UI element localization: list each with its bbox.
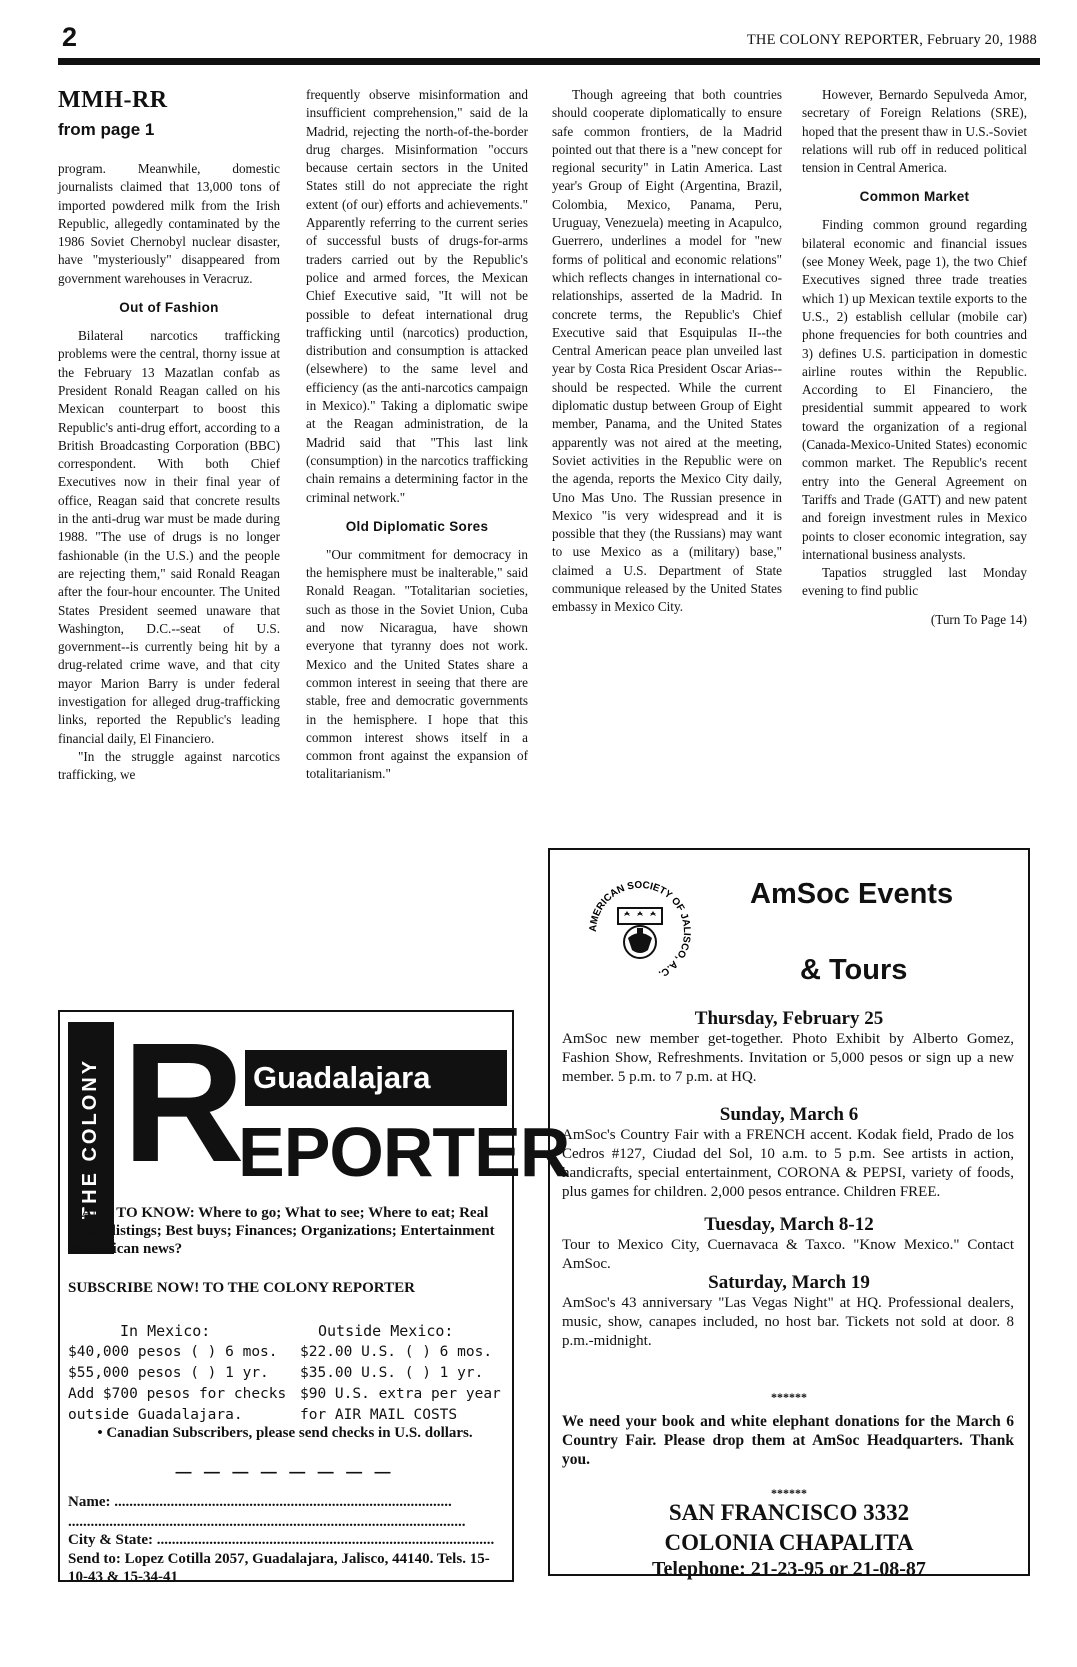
send-to-address: Send to: Lopez Cotilla 2057, Guadalajara, Jalisco, 44140. Tels. 15-10-43 & 15-34-41 [68,1551,490,1585]
event-description: AmSoc's Country Fair with a FRENCH accent. Kodak field, Prado de los Cedros #127, Ciudad del Sol, 10 a.m. to 5 p.m. See artists in action, handicrafts, special entertainment, CORONA & PEPSI, variety of foods, plus games for children. 2,000 pesos entrance. Children FREE. [562,1127,1014,1200]
section-heading: Common Market [859,189,970,205]
vertical-brand-text: THE COLONY [79,1057,102,1219]
event-date: Tuesday, March 8-12 [704,1214,874,1235]
article-subhead: from page 1 [58,120,155,139]
price-in: Add $700 pesos for checks [68,1386,287,1402]
article-headline: MMH-RR [58,87,168,113]
paragraph: Though agreeing that both countries should cooperate diplomatically to ensure safe common frontiers, de la Madrid pointed out that there is a "new concept for regional security" in Latin America. Last year's Group of Eight (Argentina, Brazil, Colombia, Mexico, Panama, Peru, Uruguay, Venezuela) meeting in Acapulco, Guerrero, underlines a model for "new forms of political and economic relations" which reflects changes in international co-relationships, asserted de la Madrid. In concrete terms, the Republic's Chief Executive said that Esquipulas II--the Central American peace plan unveiled last year by Costa Rica President Oscar Arias--should be respected. While the current diplomatic dustup between Group of Eight member, Panama, and the United States apparently was not aired at the meeting, Soviet activities in the Republic were on the agenda, reports the Mexico City daily, Uno Mas Uno. The Russian presence in Mexico "is very widespread and it is possible that they (the Russians) may want to use Mexico as a (military) base," claimed a U.S. Department of State communique released by the United States embassy in Mexico City. [552,87,782,615]
divider: — — — — — — — — [175,1464,395,1481]
price-out: $90 U.S. extra per year [300,1386,501,1402]
subscription-ad [58,1008,570,1585]
separator-stars: ****** [771,1486,807,1500]
paragraph: program. Meanwhile, domestic journalists claimed that 13,000 tons of imported powdered milk from the Irish Republic, allegedly contaminated by the 1986 Soviet Chernobyl nuclear disaster, have "mysteriously" disappeared from government warehouses in Veracruz. [58,161,280,286]
amsoc-events-box [548,848,1030,1580]
masthead: THE COLONY REPORTER, February 20, 1988 [746,32,1037,48]
telephone: Telephone: 21-23-95 or 21-08-87 [652,1558,926,1580]
address-street: SAN FRANCISCO 3332 [668,1500,910,1525]
price-out: for AIR MAIL COSTS [300,1407,458,1423]
paragraph: frequently observe misinformation and insufficient comprehension," said de la Madrid, rejecting the north-of-the-border drug charges. Misinformation "occurs because certain sectors in the United States still do not appreciate the right extent (of our) efforts and achievements." Apparently referring to the current series of successful busts of drugs-for-arms traders carried out by the Republic's police and armed forces, the Mexican Chief Executive said, "It will not be possible to defeat international drug trafficking until (narcotics) production, distribution and consumption is attacked (elsewhere) to the same level and efficiency (as the anti-narcotics campaign in Mexico)." Taking a diplomatic swipe at the Reagan administration, de la Madrid said that "This last link (consumption) in the narcotics trafficking chain remains a determining factor in the criminal network." [306,87,528,505]
page-number: 2 [62,22,78,52]
paragraph: "In the struggle against narcotics trafficking, we [58,748,280,783]
price-out: $35.00 U.S. ( ) 1 yr. [300,1365,484,1381]
price-in: $55,000 pesos ( ) 1 yr. [68,1365,269,1381]
price-out: $22.00 U.S. ( ) 6 mos. [300,1344,493,1360]
logo-word: EPORTER [238,1113,570,1191]
event-date: Saturday, March 19 [708,1272,870,1293]
event-date: Sunday, March 6 [719,1104,859,1125]
name-field[interactable]: Name: .......................................................................................... [68,1494,452,1510]
subscribe-heading: SUBSCRIBE NOW! TO THE COLONY REPORTER [68,1280,415,1296]
separator-stars: ****** [771,1390,807,1404]
blank-line[interactable]: .......................................................................................................... [68,1514,466,1530]
header-rule [58,58,1040,65]
article-column-3 [552,86,782,617]
logo-big-letter: R [122,1008,245,1198]
section-heading: Old Diplomatic Sores [345,518,489,534]
article-column-2 [306,86,528,784]
paragraph: However, Bernardo Sepulveda Amor, secretary of Foreign Relations (SRE), hoped that the present thaw in U.S.-Soviet relations will rub off in reduced political tension in Central America. [802,87,1027,176]
donation-request: We need your book and white elephant donations for the March 6 Country Fair. Please drop them at AmSoc Headquarters. Thank you. [562,1413,1014,1468]
events-title: AmSoc Events [750,878,954,910]
continued-notice: (Turn To Page 14) [930,611,1027,627]
canadian-note: • Canadian Subscribers, please send checks in U.S. dollars. [97,1425,473,1441]
address-colonia: COLONIA CHAPALITA [664,1530,914,1555]
ad-pitch: WANT TO KNOW: Where to go; What to see; Where to eat; Real Estate listings; Best buys; Finances; Organizations; Entertainment & Mexican news? [68,1205,495,1257]
price-in: outside Guadalajara. [68,1407,243,1423]
name-label: Name: [68,1494,111,1510]
event-description: AmSoc new member get-together. Photo Exhibit by Alberto Gomez, Fashion Show, Refreshments. Invitation or 5,000 pesos or sign up a new member. 5 p.m. to 7 p.m. at HQ. [562,1031,1014,1085]
article-column-1 [58,86,280,785]
paragraph: "Our commitment for democracy in the hemisphere must be inalterable," said Ronald Reagan. "Totalitarian societies, such as those in the Soviet Union, Cuba and now Nicaragua, have shown everyone that tyranny does not work. Mexico and the United States share a common interest in seeing that there are stable, free and democratic governments in the hemisphere. I hope that this common interest shows itself in a common front against the expansion of totalitarianism." [306,546,528,782]
in-mexico-heading: In Mexico: [120,1322,211,1340]
paragraph: Finding common ground regarding bilateral economic and financial issues (see Money Week, page 1), the two Chief Executives signed three trade treaties which 1) up Mexican textile exports to the U.S., 2) establish cellular (mobile car) phone frequencies for both countries and 3) defines U.S. participation in domestic airline routes within the Republic. According to El Financiero, the presidential summit appeared to work toward the organization of a regional (Canada-Mexico-United States) economic common market. The Republic's recent entry into the General Agreement on Tariffs and Trade (GATT) and new patent and foreign investment rules in Mexico points to closer economic integration, say international business analysts. [802,217,1027,562]
amsoc-seal-icon [580,872,700,992]
event-date: Thursday, February 25 [694,1008,884,1029]
event-description: AmSoc's 43 anniversary "Las Vegas Night" at HQ. Professional dealers, music, show, canapes included, no host bar. Tickets not sold at door. 8 p.m.-midnight. [562,1295,1014,1349]
city-state-field[interactable]: City & State: .......................................................................................... [68,1532,495,1548]
outside-mexico-heading: Outside Mexico: [318,1322,454,1340]
events-subtitle: & Tours [800,954,908,986]
city-label: City & State: [68,1532,153,1548]
paragraph: Tapatios struggled last Monday evening to find public [802,565,1027,599]
event-description: Tour to Mexico City, Cuernavaca & Taxco. "Know Mexico." Contact AmSoc. [562,1237,1014,1272]
price-in: $40,000 pesos ( ) 6 mos. [68,1344,278,1360]
paragraph: Bilateral narcotics trafficking problems were the central, thorny issue at the February 13 Mazatlan confab as President Ronald Reagan called on his Mexican counterpart to boost this Republic's anti-drug effort, according to a British Broadcasting Corporation (BBC) correspondent. With both Chief Executives now in their final year of office, Reagan said that concrete results in the anti-drug war must be made during 1988. "The use of drugs is no longer fashionable (in the U.S.) and the people are rejecting them," said Ronald Reagan after the four-hour encounter. The United States President seemed unaware that Washington, D.C.--seat of U.S. government--is currently being hit by a drug-related crime wave, and that city mayor Marion Barry is under federal investigation for alleged drug-trafficking links, reported the Republic's leading financial daily, El Financiero. [58,328,280,746]
section-heading: Out of Fashion [119,300,219,316]
logo-city: Guadalajara [253,1060,431,1095]
seal-text: AMERICAN SOCIETY OF JALISCO, A.C. [587,879,693,980]
article-column-4 [802,86,1027,629]
